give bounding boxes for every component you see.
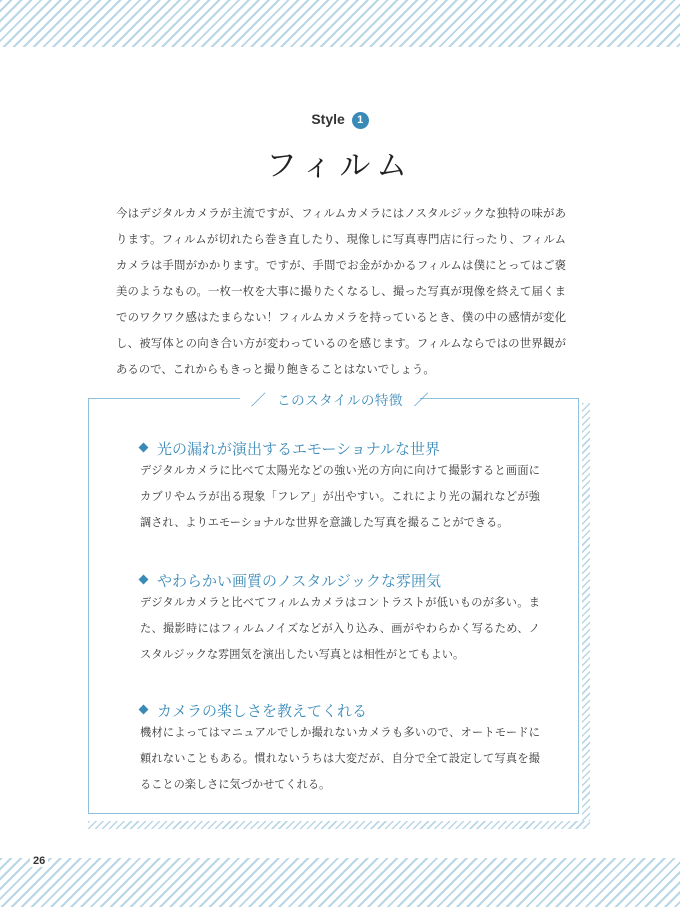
page-number: 26 [30,855,48,867]
feature-heading [0,389,680,410]
diamond-bullet-icon [139,705,149,715]
feature-point-body: 機材によってはマニュアルでしか撮れないカメラも多いので、オートモードに頼れないこともある。慣れないうちは大変だが、自分で全て設定して写真を撮ることの楽しさに気づかせてくれる。 [140,726,540,791]
feature-point-title [140,700,367,721]
diamond-bullet-icon [139,443,149,453]
intro-paragraph: 今はデジタルカメラが主流ですが、フィルムカメラにはノスタルジックな独特の味があります。フィルムが切れたら巻き直したり、現像しに写真専門店に行ったり、フィルムカメラは手間がかかります。ですが、手間でお金がかかるフィルムは僕にとってはご褒美のようなもの。一枚一枚を大事に撮りたくなるし、撮った写真が現像を終えて届くまでのワクワク感はたまらない！フィルムカメラを持っているとき、僕の中の感情が変化し、被写体との向き合い方が変わっているのを感じます。フィルムならではの世界観があるので、これからもきっと撮り飽きることはないでしょう。 [116,206,566,376]
top-stripe-band [0,0,680,47]
page-title: フィルム [265,148,415,184]
feature-point-title-text: カメラの楽しさを教えてくれる [157,702,368,720]
style-label-text: Style [311,111,345,127]
heading-slash-left: ／ [250,391,267,409]
feature-point-title-text: 光の漏れが演出するエモーショナルな世界 [157,440,441,458]
heading-slash-right: ／ [413,391,430,409]
bottom-stripe-band [0,858,680,907]
feature-point-title-text: やわらかい画質のノスタルジックな雰囲気 [157,572,442,590]
feature-point-title [140,438,440,459]
box-stripe-shadow-bottom [88,821,590,829]
style-number-badge: 1 [352,112,369,129]
feature-point-body: デジタルカメラに比べて太陽光などの強い光の方向に向けて撮影すると画面にカブリやムラが出る現象「フレア」が出やすい。これにより光の漏れなどが強調され、よりエモーショナルな世界を意識した写真を撮ることができる。 [140,464,540,529]
box-bottom-border [88,813,579,814]
box-right-border [578,398,579,814]
feature-heading-text: このスタイルの特徴 [277,393,403,409]
box-left-border [88,398,89,814]
feature-point-title [140,570,441,591]
style-label [0,111,680,129]
feature-point-body: デジタルカメラと比べてフィルムカメラはコントラストが低いものが多い。また、撮影時にはフィルムノイズなどが入り込み、画がやわらかく写るため、ノスタルジックな雰囲気を演出したい写真とは相性がとてもよい。 [140,596,540,661]
box-stripe-shadow-right [582,403,590,829]
diamond-bullet-icon [139,575,149,585]
